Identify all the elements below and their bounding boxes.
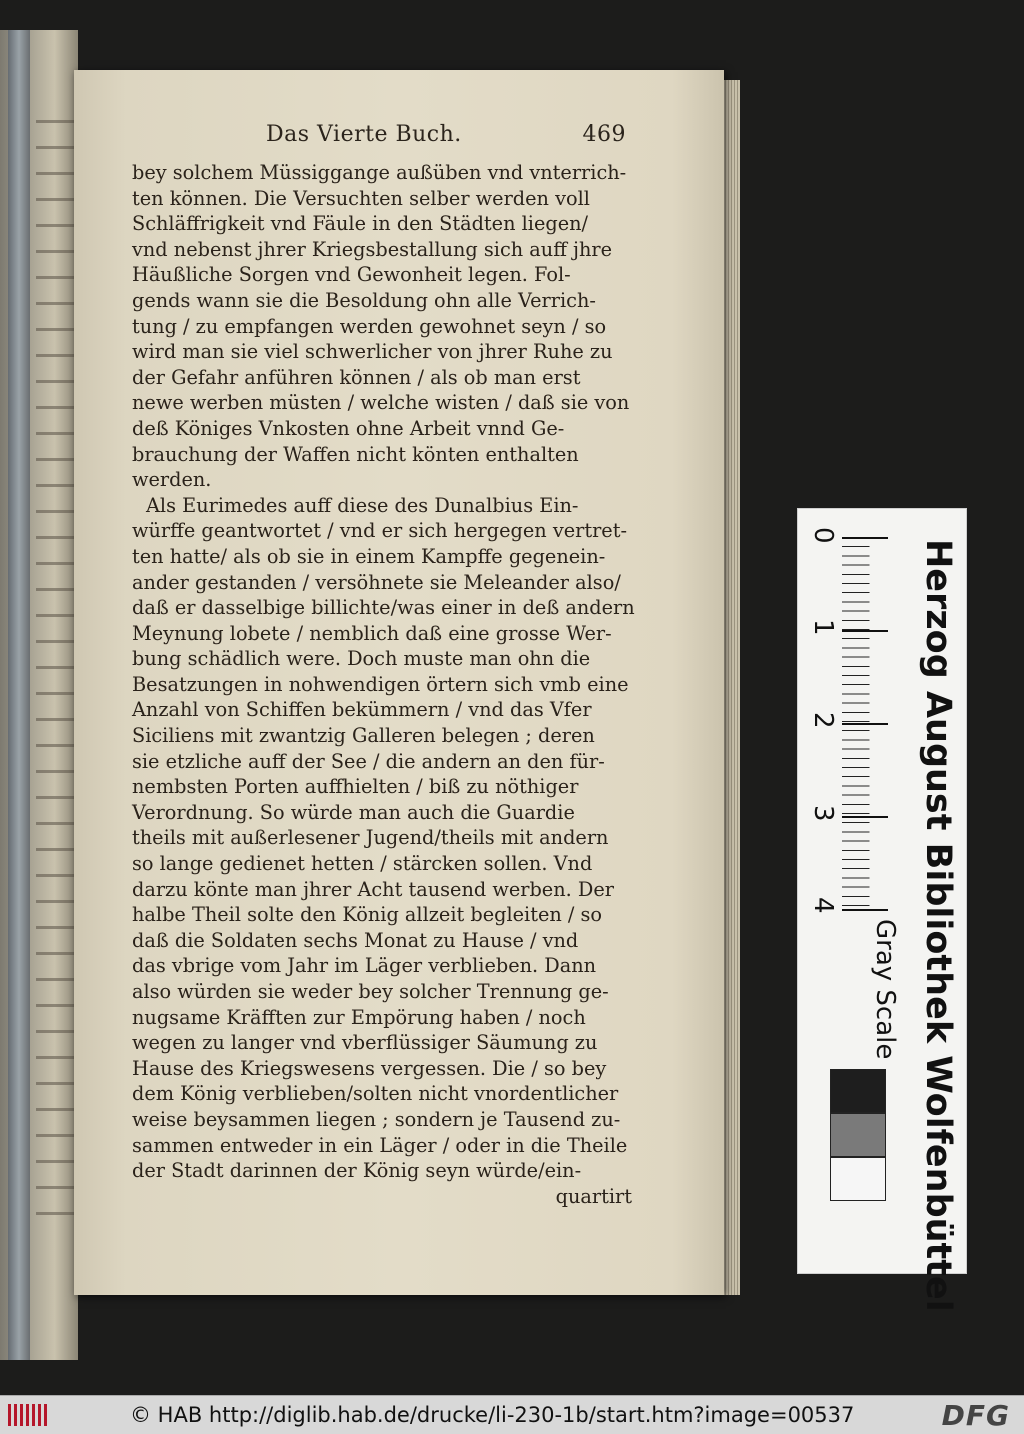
text-line: bung schädlich were. Doch muste man ohn die [132, 647, 591, 671]
ruler-number: 0 [808, 527, 838, 544]
text-line: daß die Soldaten sechs Monat zu Hause / vnd [132, 928, 579, 952]
left-page-text [36, 120, 74, 1220]
text-line: nembsten Porten auffhielten / biß zu nöthiger [132, 775, 579, 799]
gray-swatch-mid [830, 1113, 886, 1157]
page-number: 469 [582, 122, 626, 147]
running-header [266, 122, 626, 152]
hab-logo-icon [8, 1404, 48, 1426]
dfg-logo: DFG [941, 1399, 1010, 1432]
text-line: das vbrige vom Jahr im Läger verblieben. Dann [132, 954, 597, 978]
text-line: sie etzliche auff der See / die andern an den für- [132, 749, 605, 773]
text-line: ten hatte/ als ob sie in einem Kampffe gegenein- [132, 544, 606, 568]
text-line: Meynung lobete / nemblich daß eine grosse Wer- [132, 621, 612, 645]
text-line: würffe geantwortet / vnd er sich hergegen vertret- [132, 519, 627, 543]
text-line: nugsame Kräfften zur Empörung haben / noch [132, 1005, 586, 1029]
text-line: Besatzungen in nohwendigen örtern sich vmb eine [132, 672, 629, 696]
text-line: brauchung der Waffen nicht könten enthalten [132, 442, 579, 466]
ruler-major-tick [842, 909, 888, 911]
left-page [0, 30, 78, 1360]
text-line: ten können. Die Versuchten selber werden voll [132, 186, 590, 210]
text-line: der Gefahr anführen können / als ob man erst [132, 365, 581, 389]
text-line: Häußliche Sorgen vnd Gewonheit legen. Fol- [132, 263, 571, 287]
text-line: deß Königes Vnkosten ohne Arbeit vnnd Ge- [132, 416, 565, 440]
text-line: tung / zu empfangen werden gewohnet seyn / so [132, 314, 607, 338]
gray-swatch-black [830, 1069, 886, 1113]
ruler-number: 4 [808, 897, 838, 914]
body-text [132, 160, 635, 1209]
ruler-number: 1 [808, 619, 838, 636]
text-line: bey solchem Müssiggange außüben vnd vnterrich- [132, 161, 627, 184]
text-line: wegen zu langer vnd vberflüssiger Säumung zu [132, 1031, 598, 1055]
text-line: Siciliens mit zwantzig Galleren belegen ; deren [132, 724, 595, 748]
text-line: werden. [132, 468, 212, 492]
text-line: weise beysammen liegen ; sondern je Tausend zu- [132, 1107, 621, 1131]
ruler-number: 3 [808, 805, 838, 822]
text-line: vnd nebenst jhrer Kriegsbestallung sich auff jhre [132, 237, 613, 261]
text-line: ander gestanden / versöhnete sie Meleander also/ [132, 570, 621, 594]
text-line: der Stadt darinnen der König seyn würde/ein- [132, 1159, 582, 1183]
ruler-major-tick [842, 630, 888, 632]
text-line: Schläffrigkeit vnd Fäule in den Städten liegen/ [132, 212, 589, 236]
text-line: Anzahl von Schiffen bekümmern / vnd das Vfer [132, 698, 592, 722]
footer-credit: © HAB http://diglib.hab.de/drucke/li-230-1b/start.htm?image=00537 [130, 1403, 855, 1427]
color-ruler [797, 508, 967, 1312]
ruler-brand: Herzog August Bibliothek Wolfenbüttel [918, 539, 958, 1312]
gray-swatch-white [830, 1157, 886, 1201]
ruler-major-tick [842, 723, 888, 725]
text-line: theils mit außerlesener Jugend/theils mit andern [132, 826, 609, 850]
text-line: also würden sie weder bey solcher Trennung ge- [132, 980, 609, 1003]
text-line: Hause des Kriegswesens vergessen. Die / so bey [132, 1056, 607, 1080]
text-line: quartirt [555, 1184, 632, 1208]
text-line: daß er dasselbige billichte/was einer in deß andern [132, 596, 635, 620]
text-line: so lange gedienet hetten / stärcken sollen. Vnd [132, 852, 593, 876]
header-title: Das Vierte Buch. [266, 122, 462, 147]
left-page-edge [8, 30, 30, 1360]
ruler-number: 2 [808, 712, 838, 729]
text-line: gends wann sie die Besoldung ohn alle Verrich- [132, 288, 596, 312]
ruler-major-tick [842, 816, 888, 818]
text-line: sammen entweder in ein Läger / oder in die Theile [132, 1133, 628, 1157]
gray-scale-label: Gray Scale [870, 919, 900, 1060]
text-line: Verordnung. So würde man auch die Guardie [132, 800, 575, 824]
text-line: darzu könte man jhrer Acht tausend werben. Der [132, 877, 614, 901]
text-line: Als Eurimedes auff diese des Dunalbius Ein- [146, 493, 579, 517]
ruler-major-tick [842, 537, 888, 539]
text-line: newe werben müsten / welche wisten / daß sie von [132, 391, 630, 415]
text-line: dem König verblieben/solten nicht vnordentlicher [132, 1082, 619, 1106]
text-line: halbe Theil solte den König allzeit begleiten / so [132, 903, 603, 927]
text-line: wird man sie viel schwerlicher von jhrer Ruhe zu [132, 340, 613, 364]
footer-bar [0, 1395, 1024, 1434]
